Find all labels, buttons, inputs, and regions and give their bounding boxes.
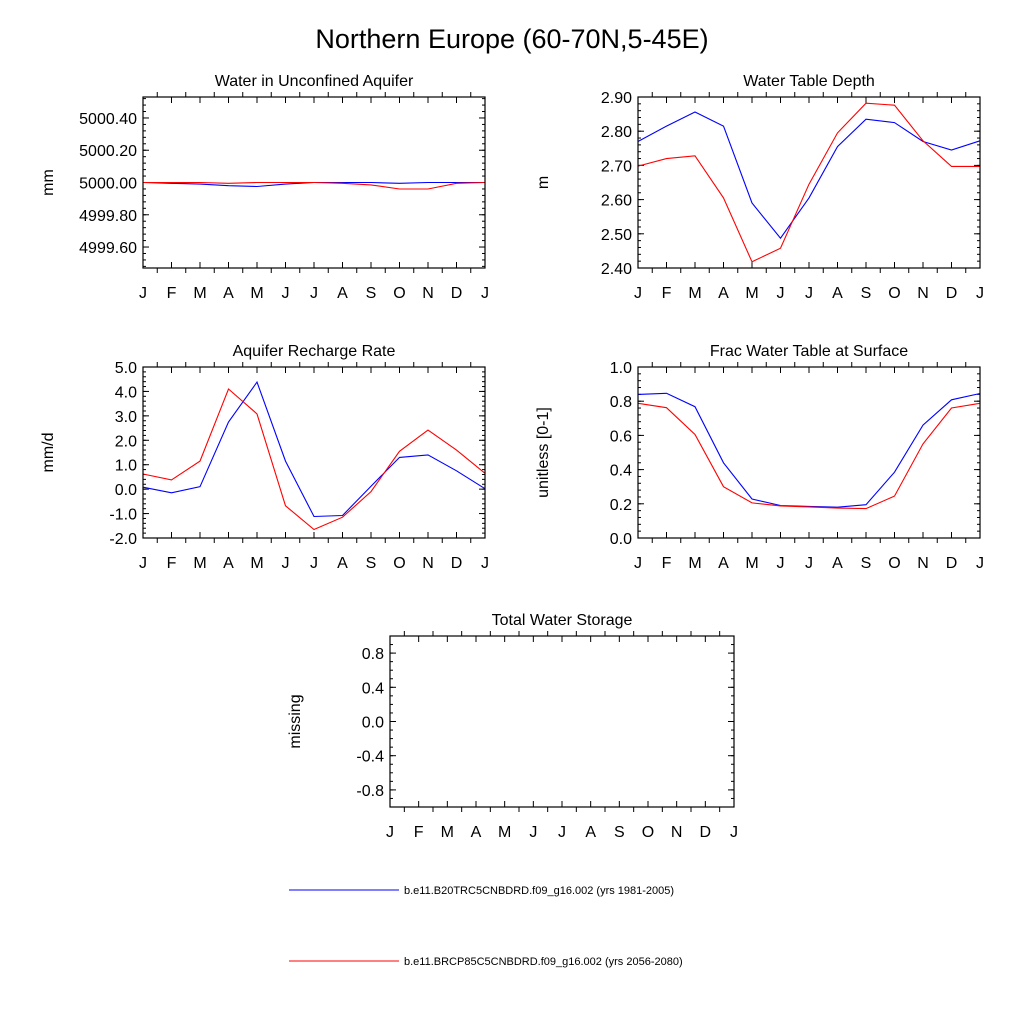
x-tick-label: F bbox=[166, 285, 177, 302]
x-tick-label: O bbox=[888, 555, 901, 572]
y-tick-label: 2.60 bbox=[600, 192, 632, 210]
x-tick-label: J bbox=[481, 285, 489, 302]
y-tick-label: -0.4 bbox=[356, 748, 384, 766]
x-tick-label: A bbox=[337, 285, 348, 302]
x-tick-label: D bbox=[450, 285, 463, 302]
x-tick-label: J bbox=[634, 285, 642, 302]
x-tick-label: M bbox=[745, 555, 759, 572]
x-tick-label: J bbox=[805, 285, 813, 302]
x-tick-label: S bbox=[860, 285, 872, 302]
x-tick-label: N bbox=[422, 285, 434, 302]
x-tick-label: N bbox=[670, 824, 683, 841]
y-tick-label: 0.8 bbox=[609, 394, 632, 412]
y-tick-label: 2.70 bbox=[600, 158, 632, 176]
x-tick-label: A bbox=[223, 285, 234, 302]
chart-panel-1 bbox=[40, 73, 489, 302]
panel-title: Water Table Depth bbox=[743, 73, 875, 90]
y-tick-label: 2.80 bbox=[600, 124, 632, 142]
x-tick-label: J bbox=[730, 824, 738, 841]
x-tick-label: S bbox=[860, 555, 872, 572]
panel-title: Water in Unconfined Aquifer bbox=[214, 73, 414, 90]
legend-label: b.e11.B20TRC5CNBDRD.f09_g16.002 (yrs 1981-2005) bbox=[404, 885, 675, 897]
x-tick-label: J bbox=[386, 824, 394, 841]
x-tick-label: F bbox=[661, 555, 672, 572]
chart-panel-5 bbox=[287, 612, 738, 841]
y-tick-label: 4999.80 bbox=[79, 207, 137, 225]
series-line-1 bbox=[638, 393, 980, 507]
y-tick-label: 3.0 bbox=[114, 408, 137, 426]
y-tick-label: 0.8 bbox=[361, 646, 384, 664]
y-tick-label: 5.0 bbox=[114, 360, 137, 377]
x-tick-label: J bbox=[776, 555, 785, 572]
x-tick-label: F bbox=[413, 824, 424, 841]
chart-panel-3 bbox=[40, 343, 489, 572]
x-tick-label: M bbox=[688, 555, 702, 572]
x-tick-label: A bbox=[585, 824, 597, 841]
x-tick-label: D bbox=[450, 555, 463, 572]
series-line-2 bbox=[638, 103, 980, 262]
y-tick-label: 0.6 bbox=[609, 428, 632, 446]
x-tick-label: S bbox=[365, 555, 377, 572]
x-tick-label: D bbox=[945, 285, 958, 302]
plot-frame bbox=[638, 97, 980, 268]
chart-panel-4 bbox=[535, 343, 984, 572]
x-tick-label: F bbox=[166, 555, 177, 572]
y-tick-label: 0.0 bbox=[361, 714, 384, 732]
x-tick-label: J bbox=[139, 555, 147, 572]
legend-item-1 bbox=[289, 885, 674, 897]
x-tick-label: J bbox=[310, 285, 318, 302]
x-tick-label: A bbox=[832, 285, 843, 302]
x-tick-label: A bbox=[337, 555, 348, 572]
panel-title: Aquifer Recharge Rate bbox=[232, 343, 396, 360]
x-tick-label: O bbox=[888, 285, 901, 302]
series-line-1 bbox=[638, 112, 980, 238]
x-tick-label: J bbox=[976, 555, 984, 572]
series-line-1 bbox=[143, 382, 485, 516]
x-tick-label: D bbox=[699, 824, 712, 841]
x-tick-label: J bbox=[776, 285, 785, 302]
x-tick-label: S bbox=[365, 285, 377, 302]
panel-title: Frac Water Table at Surface bbox=[709, 343, 909, 360]
y-tick-label: 1.0 bbox=[609, 360, 632, 377]
x-tick-label: M bbox=[498, 824, 512, 841]
series-line-2 bbox=[143, 389, 485, 530]
x-tick-label: J bbox=[281, 555, 290, 572]
y-tick-label: 2.50 bbox=[600, 226, 632, 244]
y-tick-label: 0.4 bbox=[361, 680, 384, 698]
x-tick-label: O bbox=[393, 555, 406, 572]
series-line-2 bbox=[638, 403, 980, 508]
chart-panel-2 bbox=[535, 73, 984, 302]
x-tick-label: O bbox=[641, 824, 655, 841]
x-tick-label: D bbox=[945, 555, 958, 572]
x-tick-label: A bbox=[470, 824, 482, 841]
y-tick-label: -0.8 bbox=[356, 782, 384, 800]
x-tick-label: M bbox=[745, 285, 759, 302]
y-tick-label: -1.0 bbox=[109, 506, 137, 524]
x-tick-label: J bbox=[310, 555, 318, 572]
y-tick-label: 4999.60 bbox=[79, 240, 137, 258]
legend bbox=[289, 885, 683, 968]
x-tick-label: A bbox=[718, 555, 729, 572]
x-tick-label: M bbox=[440, 824, 454, 841]
y-tick-label: 2.90 bbox=[600, 90, 632, 107]
x-tick-label: S bbox=[613, 824, 625, 841]
x-tick-label: J bbox=[529, 824, 538, 841]
plot-frame bbox=[390, 636, 734, 807]
plot-frame bbox=[638, 367, 980, 538]
y-tick-label: 2.0 bbox=[114, 433, 137, 451]
y-tick-label: 0.0 bbox=[114, 482, 137, 500]
x-tick-label: J bbox=[805, 555, 813, 572]
x-tick-label: N bbox=[917, 555, 929, 572]
legend-item-2 bbox=[289, 956, 683, 968]
plot-frame bbox=[143, 367, 485, 538]
figure-title: Northern Europe (60-70N,5-45E) bbox=[315, 24, 709, 54]
x-tick-label: O bbox=[393, 285, 406, 302]
x-tick-label: J bbox=[481, 555, 489, 572]
x-tick-label: M bbox=[250, 555, 264, 572]
y-tick-label: 5000.00 bbox=[79, 175, 137, 193]
x-tick-label: A bbox=[832, 555, 843, 572]
y-tick-label: 5000.40 bbox=[79, 110, 137, 128]
legend-label: b.e11.BRCP85C5CNBDRD.f09_g16.002 (yrs 2056-2080) bbox=[404, 956, 683, 968]
y-tick-label: 4.0 bbox=[114, 384, 137, 402]
y-tick-label: -2.0 bbox=[109, 531, 137, 548]
y-tick-label: 0.2 bbox=[609, 496, 632, 514]
x-tick-label: J bbox=[976, 285, 984, 302]
x-tick-label: M bbox=[193, 285, 207, 302]
y-axis-label: missing bbox=[287, 694, 304, 749]
x-tick-label: J bbox=[139, 285, 147, 302]
x-tick-label: J bbox=[634, 555, 642, 572]
y-tick-label: 1.0 bbox=[114, 457, 137, 475]
x-tick-label: A bbox=[223, 555, 234, 572]
x-tick-label: J bbox=[281, 285, 290, 302]
x-tick-label: A bbox=[718, 285, 729, 302]
y-tick-label: 5000.20 bbox=[79, 143, 137, 161]
y-axis-label: unitless [0-1] bbox=[535, 407, 552, 498]
y-axis-label: mm/d bbox=[40, 432, 57, 473]
panel-title: Total Water Storage bbox=[491, 612, 633, 629]
x-tick-label: M bbox=[193, 555, 207, 572]
x-tick-label: M bbox=[250, 285, 264, 302]
x-tick-label: N bbox=[422, 555, 434, 572]
series-line-1 bbox=[143, 183, 485, 187]
y-tick-label: 2.40 bbox=[600, 261, 632, 278]
chart-panels bbox=[40, 73, 984, 841]
y-tick-label: 0.4 bbox=[609, 462, 632, 480]
y-tick-label: 0.0 bbox=[609, 531, 632, 548]
y-axis-label: m bbox=[535, 175, 552, 190]
x-tick-label: M bbox=[688, 285, 702, 302]
x-tick-label: J bbox=[558, 824, 566, 841]
y-axis-label: mm bbox=[40, 169, 57, 196]
x-tick-label: F bbox=[661, 285, 672, 302]
x-tick-label: N bbox=[917, 285, 929, 302]
